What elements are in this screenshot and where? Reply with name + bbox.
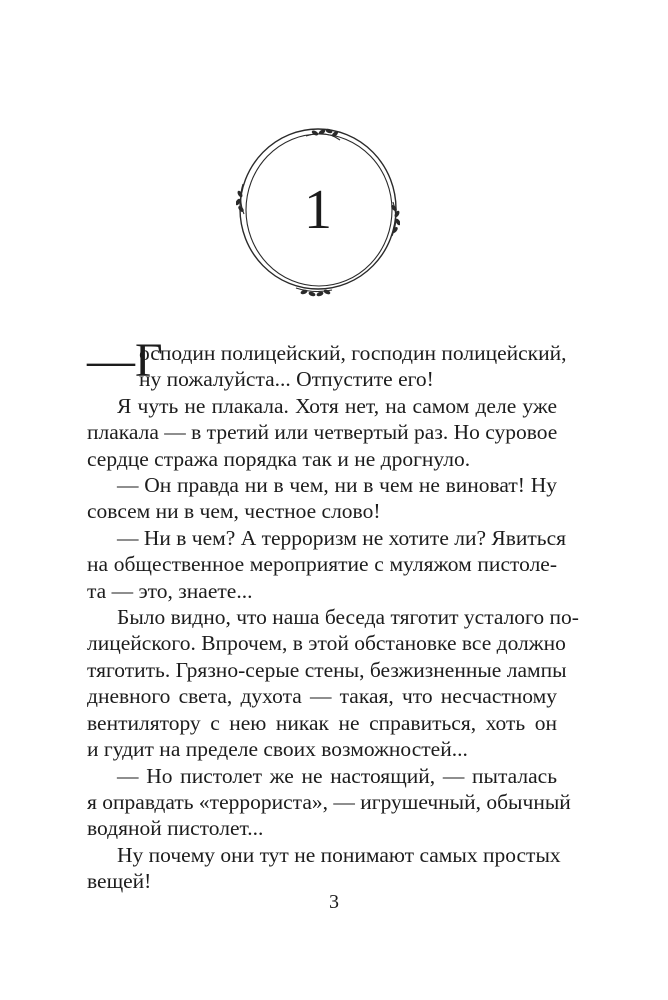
- text-line: Я чуть не плакала. Хотя нет, на самом деле уже: [117, 393, 557, 418]
- text-line: и гудит на пределе своих возможностей...: [87, 737, 468, 762]
- text-line: я оправдать «террориста», — игрушечный, обычный: [87, 789, 571, 814]
- opening-paragraph: [87, 334, 567, 393]
- text-line: — Но пистолет же не настоящий, — пыталась: [117, 763, 557, 788]
- text-line: Было видно, что наша беседа тяготит усталого по-: [117, 605, 579, 630]
- text-line: сердце стража порядка так и не дрогнуло.: [87, 446, 471, 471]
- text-line: совсем ни в чем, честное слово!: [87, 499, 381, 524]
- text-line: вещей!: [87, 869, 152, 894]
- text-line: осподин полицейский, господин полицейский,: [139, 341, 567, 365]
- text-line: лицейского. Впрочем, в этой обстановке все должно: [87, 631, 566, 656]
- text-line: — Ни в чем? А терроризм не хотите ли? Явиться: [117, 525, 567, 550]
- text-line: плакала — в третий или четвертый раз. Но суровое: [87, 420, 558, 445]
- text-line: вентилятору с нею никак не справиться, хоть он: [87, 710, 557, 735]
- chapter-text: [87, 334, 579, 895]
- text-line: водяной пистолет...: [87, 816, 264, 841]
- text-line: — Он правда ни в чем, ни в чем не виноват! Ну: [117, 473, 557, 498]
- text-line: на общественное мероприятие с муляжом пистоле-: [87, 552, 557, 577]
- text-line: ну пожалуйста... Отпустите его!: [139, 367, 434, 392]
- text-line: та — это, знаете...: [87, 578, 253, 603]
- page-number: 3: [329, 891, 339, 913]
- chapter-number: 1: [304, 179, 332, 241]
- chapter-emblem: [236, 122, 400, 302]
- text-line: дневного света, духота — такая, что несчастному: [87, 684, 557, 709]
- text-line: тяготить. Грязно-серые стены, безжизненные лампы: [87, 657, 567, 682]
- drop-cap: —Г: [87, 334, 163, 387]
- text-line: Ну почему они тут не понимают самых простых: [117, 842, 561, 867]
